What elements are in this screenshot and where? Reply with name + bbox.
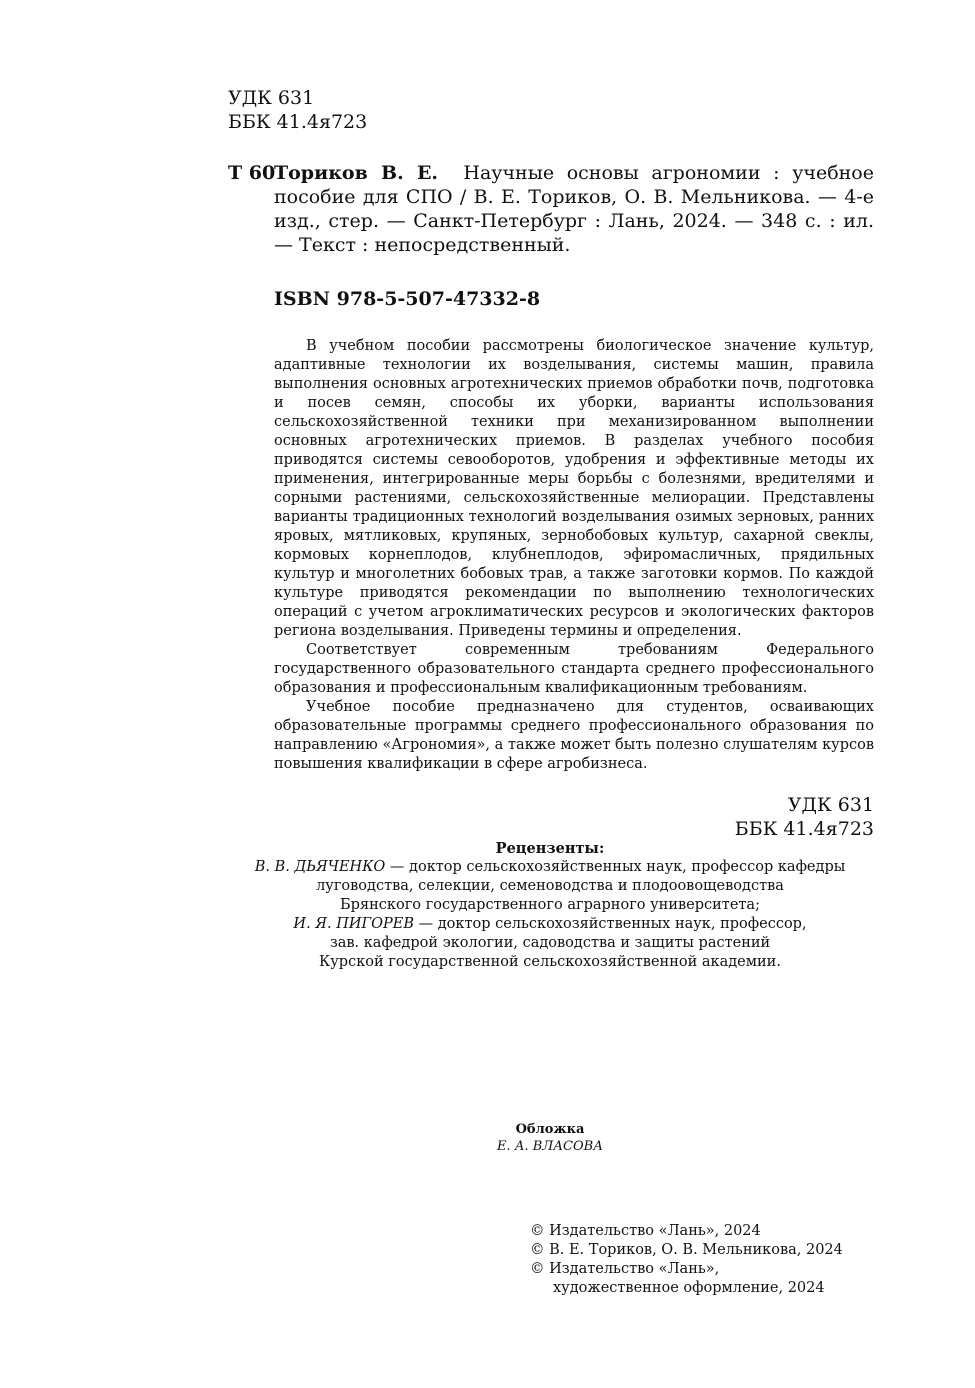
copyright-block: [530, 1222, 843, 1298]
reviewer-1-line-2: луговодства, селекции, семеноводства и плодоовощеводства: [316, 878, 784, 894]
isbn: ISBN 978-5-507-47332-8: [274, 288, 541, 310]
bottom-bbk: ББК 41.4я723: [734, 818, 874, 840]
bottom-classification: [735, 793, 874, 841]
bottom-udk: УДК 631: [787, 794, 874, 816]
catalog-author: Ториков В. Е.: [274, 162, 439, 184]
author-sign: Т 60: [228, 162, 276, 184]
reviewer-2-title: — доктор сельскохозяйственных наук, профессор,: [414, 916, 807, 932]
copyright-line-1: © Издательство «Лань», 2024: [530, 1223, 761, 1239]
reviewer-2-line-3: Курской государственной сельскохозяйственной академии.: [319, 954, 781, 970]
catalog-first-line: [274, 161, 874, 185]
catalog-description: пособие для СПО / В. Е. Ториков, О. В. Мельникова. — 4-е изд., стер. — Санкт-Петербург : Лань, 2024. — 348 с. : ил. — Текст : непосредственный.: [274, 186, 874, 256]
reviewers-heading: Рецензенты:: [495, 840, 605, 857]
reviewer-1-line-1: [200, 858, 900, 877]
annotation-paragraph-2: Соответствует современным требованиям Федерального государственного образовательного стандарта среднего профессионального образования и профессиональным квалификационным требованиям.: [274, 642, 874, 696]
reviewers: [200, 839, 900, 972]
catalog-title: Научные основы агрономии : учебное: [463, 162, 874, 184]
cover-designer: Е. А. ВЛАСОВА: [496, 1139, 604, 1154]
reviewer-2-line-1: [200, 915, 900, 934]
reviewer-1-title: — доктор сельскохозяйственных наук, профессор кафедры: [385, 859, 846, 875]
top-bbk: ББК 41.4я723: [228, 111, 368, 133]
top-udk: УДК 631: [228, 87, 315, 109]
catalog-entry: [274, 161, 874, 257]
cover-credit: [400, 1121, 700, 1155]
top-classification: [228, 86, 367, 134]
annotation-paragraph-3: Учебное пособие предназначено для студентов, осваивающих образовательные программы среднего профессионального образования по направлению «Агрономия», а также может быть полезно слушателям курсов повышения квалификации в сфере агробизнеса.: [274, 699, 874, 772]
cover-heading: Обложка: [515, 1122, 585, 1137]
copyright-line-2: © В. Е. Ториков, О. В. Мельникова, 2024: [530, 1242, 843, 1258]
annotation-paragraph-1: В учебном пособии рассмотрены биологическое значение культур, адаптивные технологии их возделывания, системы машин, правила выполнения основных агротехнических приемов обработки почв, подготовка и посев семян, способы их уборки, варианты использования сельскохозяйственной техники при механизированном выполнении основных агротехнических приемов. В разделах учебного пособия приводятся системы севооборотов, удобрения и эффективные методы их применения, интегрированные меры борьбы с болезнями, вредителями и сорными растениями, сельскохозяйственные мелиорации. Представлены варианты традиционных технологий возделывания озимых зерновых, ранних яровых, мятликовых, крупяных, зернобобовых культур, сахарной свеклы, кормовых корнеплодов, клубнеплодов, эфиромасличных, прядильных культур и многолетних бобовых трав, а также заготовки кормов. По каждой культуре приводятся рекомендации по выполнению технологических операций с учетом агроклиматических ресурсов и экологических факторов региона возделывания. Приведены термины и определения.: [274, 338, 874, 639]
reviewer-2-name: И. Я. ПИГОРЕВ: [293, 916, 414, 932]
copyright-line-4: художественное оформление, 2024: [553, 1280, 825, 1296]
reviewer-1-line-3: Брянского государственного аграрного университета;: [340, 897, 760, 913]
reviewer-1-name: В. В. ДЬЯЧЕНКО: [254, 859, 386, 875]
copyright-line-3: © Издательство «Лань»,: [530, 1261, 720, 1277]
annotation: [274, 337, 874, 774]
reviewer-2-line-2: зав. кафедрой экологии, садоводства и защиты растений: [329, 935, 771, 951]
